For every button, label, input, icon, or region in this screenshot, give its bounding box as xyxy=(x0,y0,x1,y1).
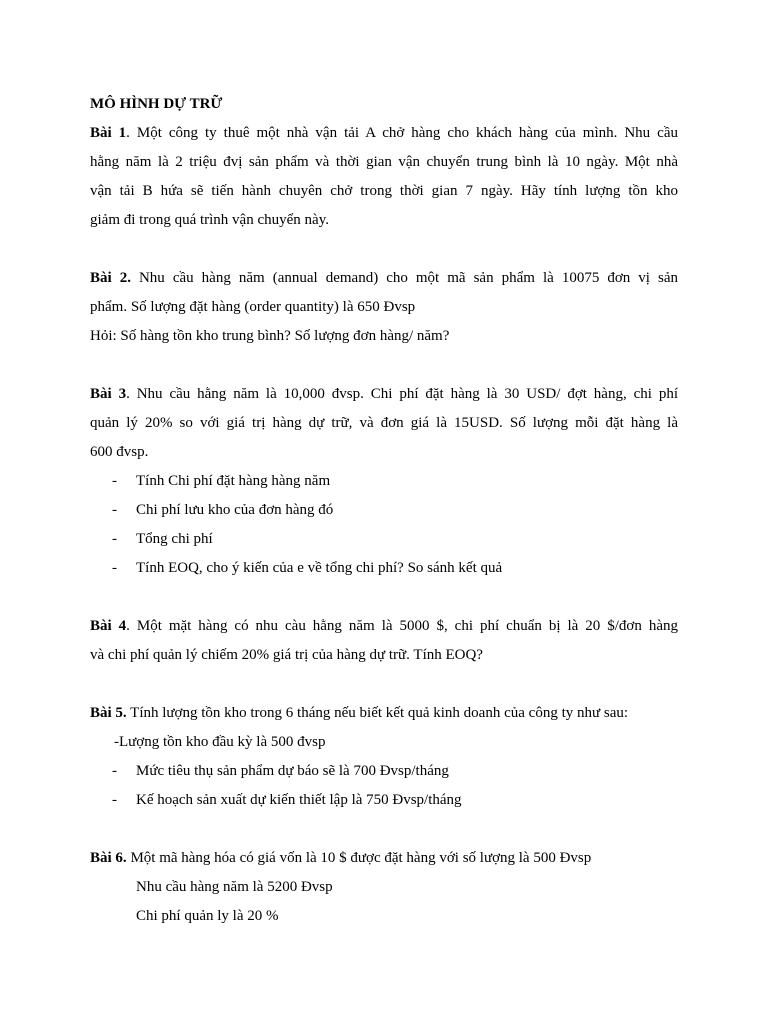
bai3-item: Chi phí lưu kho của đơn hàng đó xyxy=(136,502,334,518)
bai3-line3: 600 đvsp. xyxy=(90,444,149,460)
bai1-line2: hằng năm là 2 triệu đvị sản phẩm và thời gian vận chuyển trung bình là 10 ngày. Một nhà xyxy=(90,154,678,170)
bai2-label: Bài 2. xyxy=(90,270,131,286)
bai4-label: Bài 4 xyxy=(90,618,127,634)
bai3-line2: quản lý 20% so với giá trị hàng dự trữ, và đơn giá là 15USD. Số lượng mỗi đặt hàng là xyxy=(90,415,678,431)
list-bullet: - xyxy=(112,502,117,518)
bai2-line3: Hỏi: Số hàng tồn kho trung bình? Số lượng đơn hàng/ năm? xyxy=(90,328,450,344)
bai6-line3: Chi phí quản ly là 20 % xyxy=(136,908,279,924)
bai5-line1 xyxy=(90,704,628,722)
bai6-line1 xyxy=(90,849,591,867)
bai4-line2: và chi phí quản lý chiếm 20% giá trị của hàng dự trữ. Tính EOQ? xyxy=(90,647,483,663)
bai3-item: Tính Chi phí đặt hàng hàng năm xyxy=(136,473,331,489)
bai5-line2: -Lượng tồn kho đầu kỳ là 500 đvsp xyxy=(114,734,326,750)
bai2-line1 xyxy=(90,269,678,287)
bai6-text1: Một mã hàng hóa có giá vốn là 10 $ được đặt hàng với số lượng là 500 Đvsp xyxy=(126,850,592,866)
bai5-item: Mức tiêu thụ sản phẩm dự báo sẽ là 700 Đvsp/tháng xyxy=(136,763,449,779)
bai5-item: Kế hoạch sản xuất dự kiến thiết lập là 750 Đvsp/tháng xyxy=(136,792,462,808)
bai3-item: Tính EOQ, cho ý kiến của e về tổng chi phí? So sánh kết quả xyxy=(136,560,503,576)
document-title: MÔ HÌNH DỰ TRỮ xyxy=(90,96,223,112)
bai2-line2: phẩm. Số lượng đặt hàng (order quantity) là 650 Đvsp xyxy=(90,299,416,315)
list-bullet: - xyxy=(112,792,117,808)
bai1-line1 xyxy=(90,124,678,142)
list-bullet: - xyxy=(112,560,117,576)
list-bullet: - xyxy=(112,763,117,779)
bai3-item: Tổng chi phí xyxy=(136,531,213,547)
list-bullet: - xyxy=(112,473,117,489)
bai4-line1 xyxy=(90,617,678,635)
bai3-line1 xyxy=(90,385,678,403)
bai4-text1: . Một mặt hàng có nhu càu hằng năm là 5000 $, chi phí chuẩn bị là 20 $/đơn hàng xyxy=(126,618,678,634)
bai6-label: Bài 6. xyxy=(90,850,127,866)
bai2-text1: Nhu cầu hàng năm (annual demand) cho một mã sản phẩm là 10075 đơn vị sản xyxy=(130,270,678,286)
bai1-label: Bài 1 xyxy=(90,125,127,141)
bai1-line4: giảm đi trong quá trình vận chuyển này. xyxy=(90,212,329,228)
bai3-text1: . Nhu cầu hằng năm là 10,000 đvsp. Chi phí đặt hàng là 30 USD/ đợt hàng, chi phí xyxy=(126,386,678,402)
bai1-text1: . Một công ty thuê một nhà vận tải A chở hàng cho khách hàng của mình. Nhu cầu xyxy=(126,125,678,141)
bai3-label: Bài 3 xyxy=(90,386,127,402)
bai5-text1: Tính lượng tồn kho trong 6 tháng nếu biết kết quả kinh doanh của công ty như sau: xyxy=(126,705,629,721)
list-bullet: - xyxy=(112,531,117,547)
bai6-line2: Nhu cầu hàng năm là 5200 Đvsp xyxy=(136,879,333,895)
bai1-line3: vận tải B hứa sẽ tiến hành chuyên chở trong thời gian 7 ngày. Hãy tính lượng tồn kho xyxy=(90,183,678,199)
bai5-label: Bài 5. xyxy=(90,705,127,721)
